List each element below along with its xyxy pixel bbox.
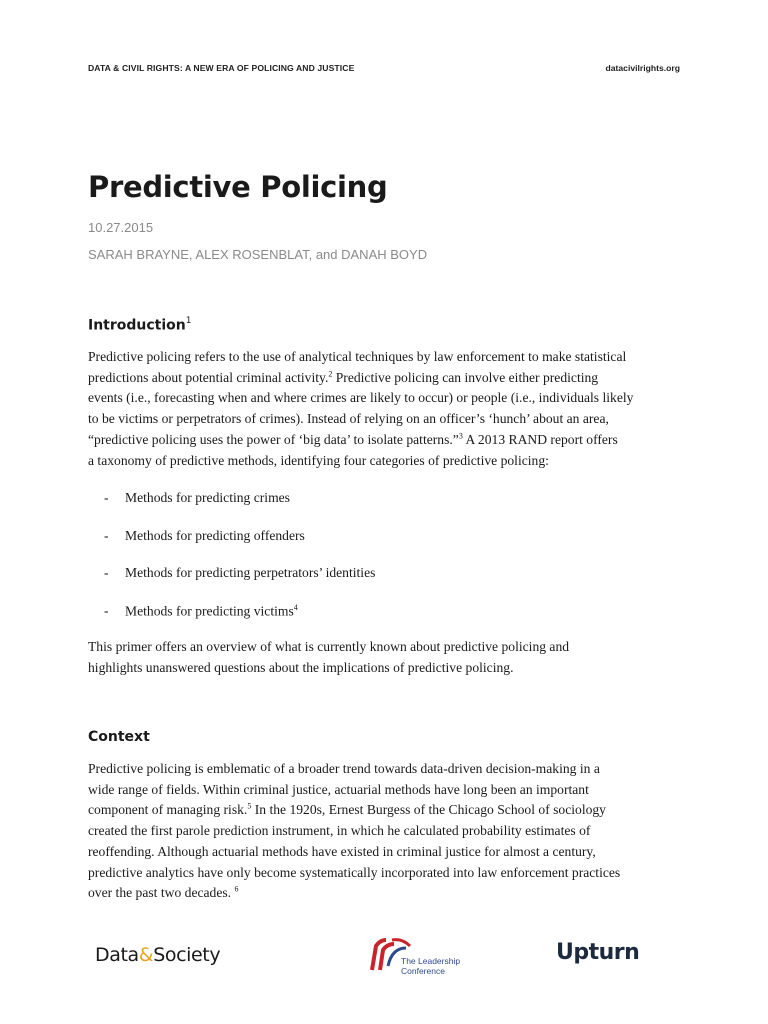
- context-line: [88, 883, 688, 904]
- introduction-heading: [88, 316, 688, 334]
- footnote-ref[interactable]: 3: [458, 431, 463, 441]
- intro-line: [88, 451, 688, 472]
- leadership-conference-logo: [366, 936, 476, 980]
- author-list: SARAH BRAYNE, ALEX ROSENBLAT, and DANAH BOYD: [88, 247, 428, 262]
- context-line: [88, 821, 688, 842]
- context-line-text: over the past two decades.: [88, 885, 235, 901]
- closing-paragraph: [88, 637, 688, 678]
- series-title: DATA & CIVIL RIGHTS: A NEW ERA OF POLICING AND JUSTICE: [88, 63, 355, 73]
- footnote-ref[interactable]: 4: [293, 602, 298, 612]
- leadership-conference-text: [401, 956, 460, 976]
- closing-line-text: highlights unanswered questions about the implications of predictive policing.: [88, 659, 514, 675]
- intro-line: [88, 430, 688, 451]
- context-line-text: In the 1920s, Ernest Burgess of the Chicago School of sociology: [251, 802, 606, 818]
- intro-line: [88, 409, 688, 430]
- page-title: Predictive Policing: [88, 170, 388, 204]
- intro-line-text: predictions about potential criminal activity.: [88, 369, 329, 385]
- footer-logos: [0, 936, 768, 986]
- introduction-heading-text: Introduction: [88, 317, 186, 334]
- context-heading-text: Context: [88, 729, 150, 745]
- footnote-ref[interactable]: 5: [247, 801, 252, 811]
- list-marker: -: [104, 527, 109, 543]
- intro-line-text: to be victims or perpetrators of crimes). Instead of relying on an officer’s ‘hunch’ about an area,: [88, 411, 609, 427]
- context-line: [88, 800, 688, 821]
- footnote-ref[interactable]: 6: [234, 884, 239, 894]
- intro-line: [88, 388, 688, 409]
- intro-line-text: “predictive policing uses the power of ‘big data’ to isolate patterns.”: [88, 431, 459, 447]
- list-marker: -: [104, 565, 109, 580]
- context-line-text: wide range of fields. Within criminal justice, actuarial methods have long been an important: [88, 781, 589, 797]
- closing-body: [88, 637, 688, 678]
- context-paragraph: [88, 759, 688, 904]
- intro-line-text: A 2013 RAND report offers: [462, 431, 618, 447]
- list-item-text: Methods for predicting victims$^4$: [125, 602, 298, 619]
- logo-line-1: The Leadership: [401, 956, 461, 966]
- list-marker: -: [104, 490, 109, 505]
- footnote-ref-1[interactable]: 1: [185, 316, 192, 326]
- context-line-text: reoffending. Although actuarial methods have existed in criminal justice for almost a century,: [88, 843, 596, 859]
- list-item-text: Methods for predicting perpetrators’ identities: [125, 565, 376, 580]
- list-marker: -: [104, 602, 109, 618]
- context-line: [88, 842, 688, 863]
- context-heading: [88, 728, 688, 746]
- intro-line-text: Predictive policing can involve either predicting: [332, 369, 599, 385]
- logo-text-society: Society: [153, 944, 221, 966]
- context-line-text: created the first parole prediction instrument, in which he calculated probability estimates of: [88, 823, 591, 839]
- intro-line-text: Predictive policing refers to the use of analytical techniques by law enforcement to make statistical: [88, 349, 627, 364]
- context-line-text: predictive analytics have only become systematically incorporated into law enforcement practices: [88, 864, 621, 880]
- introduction-paragraph: [88, 347, 688, 471]
- context-body: [88, 759, 688, 904]
- context-line-text: component of managing risk.: [88, 802, 248, 818]
- list-item-text: Methods for predicting crimes: [125, 490, 290, 505]
- intro-line-text: a taxonomy of predictive methods, identifying four categories of predictive policing:: [88, 452, 549, 468]
- closing-line: [88, 637, 688, 658]
- running-header: [88, 63, 680, 77]
- context-line: [88, 759, 688, 780]
- context-line-text: Predictive policing is emblematic of a broader trend towards data-driven decision-making in a: [88, 761, 600, 776]
- closing-line: [88, 658, 688, 679]
- logo-text-data: Data: [95, 944, 139, 966]
- intro-line: [88, 368, 688, 389]
- footnote-ref[interactable]: 2: [328, 369, 333, 379]
- introduction-body: [88, 347, 688, 471]
- logo-ampersand: &: [138, 944, 154, 966]
- context-line: [88, 780, 688, 801]
- publication-date: 10.27.2015: [88, 220, 154, 235]
- list-item-text: Methods for predicting offenders: [125, 527, 305, 543]
- site-url[interactable]: datacivilrights.org: [605, 63, 680, 73]
- closing-line-text: This primer offers an overview of what is currently known about predictive policing and: [88, 639, 570, 654]
- context-line: [88, 863, 688, 884]
- intro-line-text: events (i.e., forecasting when and where crimes are likely to occur) or people (i.e., individuals likely: [88, 390, 634, 406]
- upturn-logo: Upturn: [556, 940, 640, 965]
- data-society-logo: [95, 944, 220, 966]
- logo-line-2: Conference: [401, 966, 445, 976]
- intro-line: [88, 347, 688, 368]
